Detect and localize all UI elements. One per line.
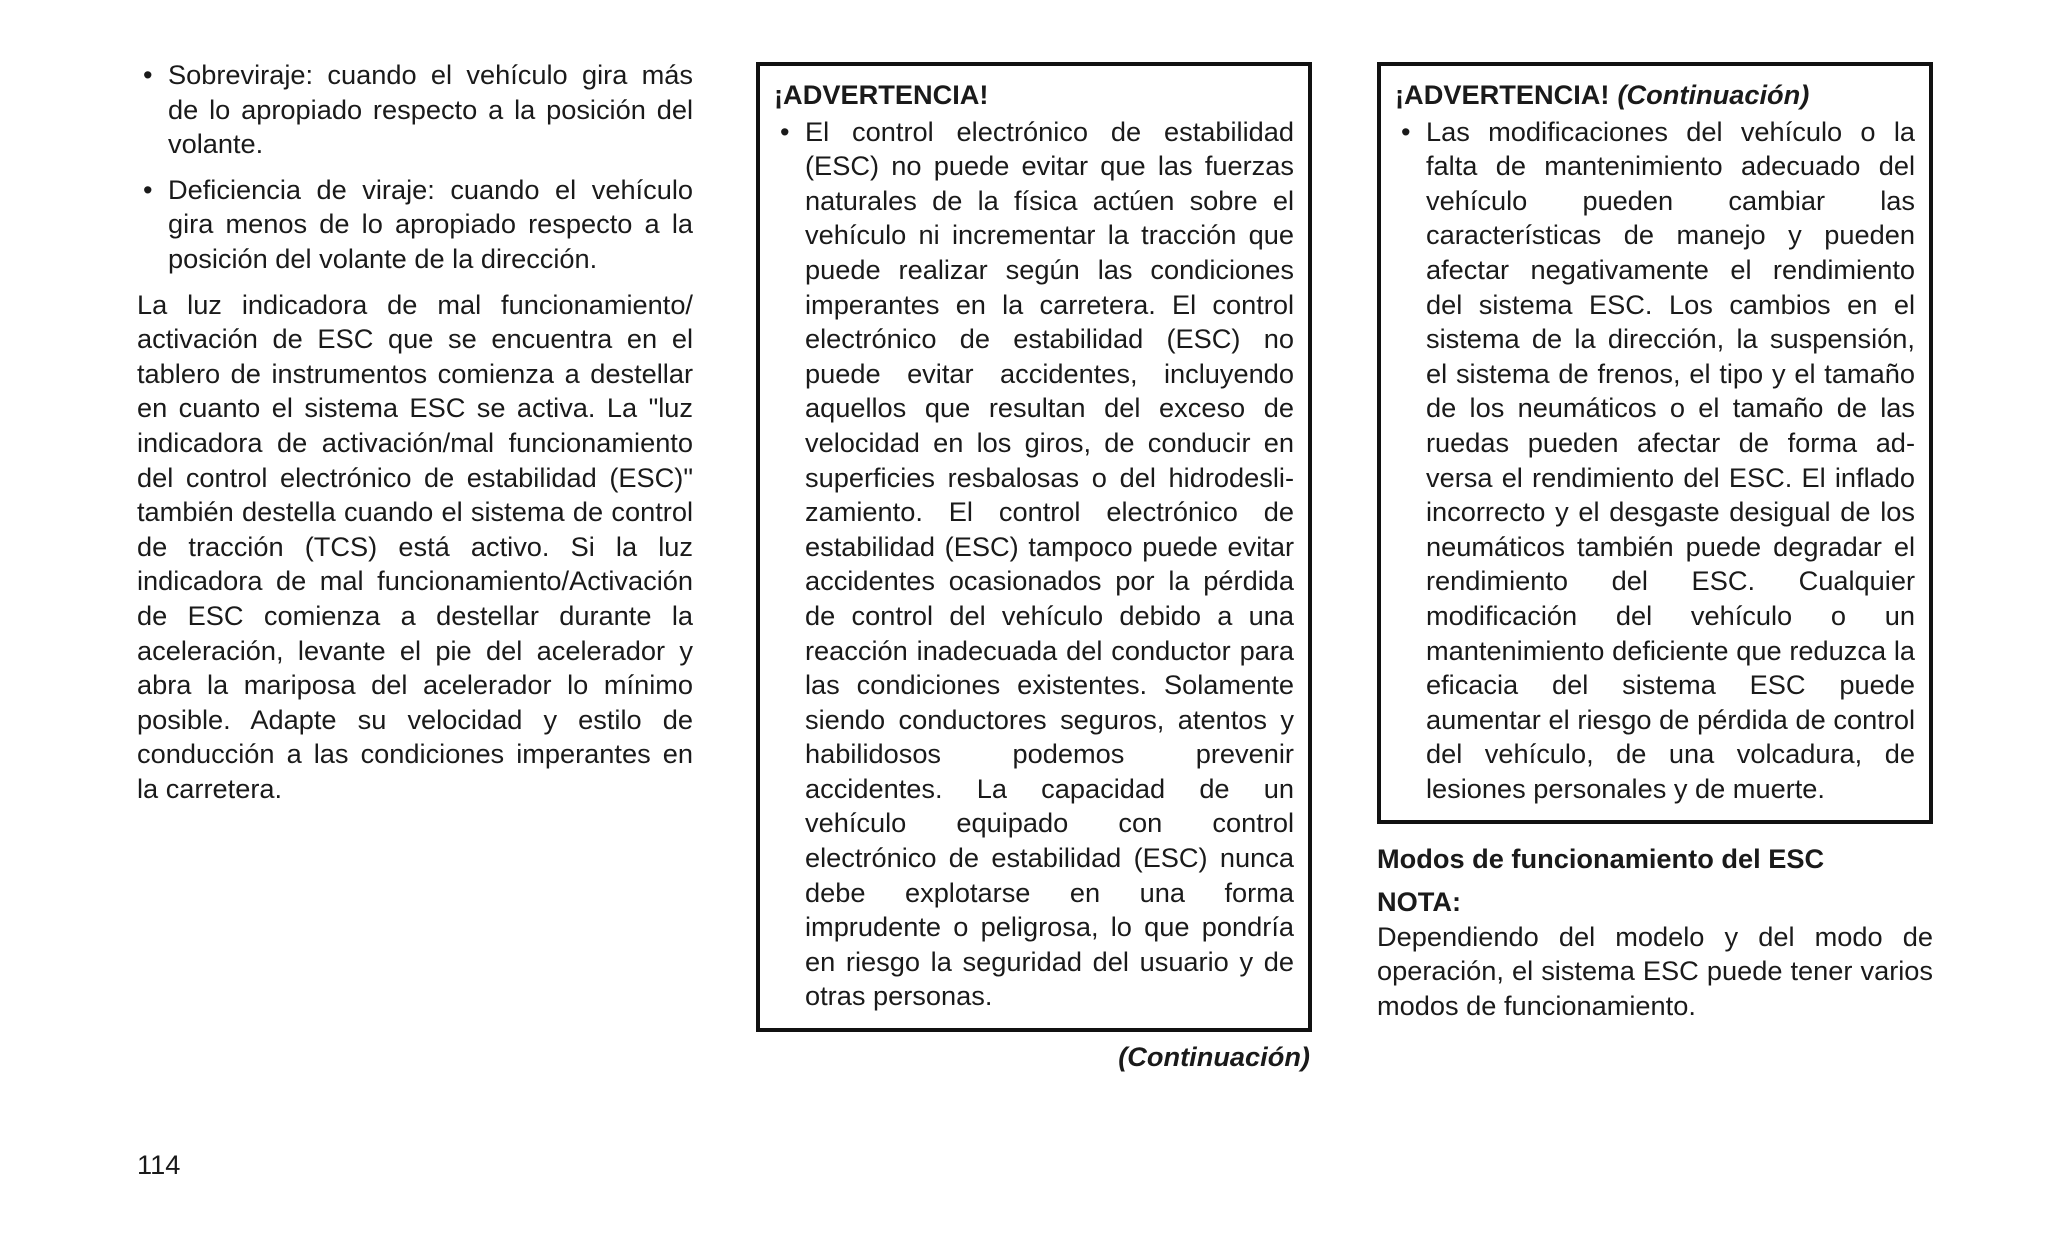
continuation-label: (Continuación) <box>1118 1041 1310 1073</box>
warning-box-modifications <box>1377 62 1933 824</box>
middle-column <box>756 62 1312 1075</box>
bullet-oversteer: • Sobreviraje: cuando el vehículo gira más de lo apropiado respecto a la posición del volante. <box>137 58 693 162</box>
left-column <box>137 58 693 806</box>
note-text: Dependiendo del modelo y del modo de operación, el sistema ESC puede tener varios modos de funcionamiento. <box>1377 920 1933 1021</box>
warning-title-continuation: (Continuación) <box>1617 79 1810 110</box>
warning-bullet-list <box>1395 115 1915 807</box>
warning-bullet-modifications: • Las modificaciones del vehículo o la falta de mantenimiento adecuado del vehículo pueden cambiar las características de manejo y pueden afectar negativamente el rendimiento del sistema ESC. Los cambios en el sistema de la dirección, la suspensión, el sistema de frenos, el tipo y el tamaño de los neumáticos o el tamaño de las ruedas pueden afectar de forma adversa el rendimiento del ESC. El inflado incorrecto y el desgaste desigual de los neumáticos también puede degradar el rendimiento del ESC. Cualquier modificación del vehículo o un mantenimiento deficiente que reduzca la eficacia del sistema ESC puede aumentar el riesgo de pérdida de control del vehículo, de una volcadura, de lesiones personales y de muerte. <box>1395 115 1915 807</box>
warning-bullet-esc-physics: • El control electrónico de estabilidad (ESC) no puede evitar que las fuerzas naturales de la física actúen sobre el vehículo ni incrementar la tracción que puede realizar según las condiciones imperantes en la carretera. El control electrónico de estabilidad (ESC) no puede evitar accidentes, incluyendo aquellos que resultan del exceso de velocidad en los giros, de conducir en superficies resbalosas o del hidrodeslizamiento. El control electrónico de estabilidad (ESC) tampoco puede evitar accidentes ocasionados por la pérdida de control del vehículo debido a una reacción inadecuada del conductor para las condiciones existentes. Solamente siendo conductores seguros, atentos y habilidosos podemos prevenir accidentes. La capacidad de un vehículo equipado con control electrónico de estabilidad (ESC) nunca debe explotarse en una forma imprudente o peligrosa, lo que pondría en riesgo la seguridad del usuario y de otras personas. <box>774 115 1294 1014</box>
warning-title-continued <box>1395 78 1915 113</box>
left-bullet-list <box>137 58 693 277</box>
right-column <box>1377 62 1933 1023</box>
note-label: NOTA: <box>1377 886 1462 918</box>
warning-title-text: ¡ADVERTENCIA! <box>1395 79 1610 110</box>
warning-box-esc-limits <box>756 62 1312 1032</box>
warning-title <box>774 78 1294 113</box>
bullet-understeer: • Deficiencia de viraje: cuando el vehículo gira menos de lo apropiado respecto a la posición del volante de la dirección. <box>137 173 693 277</box>
esc-indicator-paragraph: La luz indicadora de mal funcionamiento/ activación de ESC que se encuentra en el tablero de instrumentos comienza a destellar en cuanto el sistema ESC se activa. La "luz indicadora de activación/mal funcionamiento del control electrónico de estabilidad (ESC)" también destella cuando el sistema de control de tracción (TCS) está activo. Si la luz indicadora de mal funcionamiento/Activación de ESC comienza a destellar durante la aceleración, levante el pie del acelerador y abra la mariposa del acelerador lo mínimo posible. Adapte su velocidad y estilo de conducción a las condiciones imperantes en la carretera. <box>137 288 693 804</box>
page-number: 114 <box>137 1149 181 1180</box>
section-heading-esc-modes: Modos de funcionamiento del ESC <box>1377 843 1825 875</box>
warning-title-text: ¡ADVERTENCIA! <box>774 79 989 110</box>
warning-bullet-list <box>774 115 1294 1014</box>
